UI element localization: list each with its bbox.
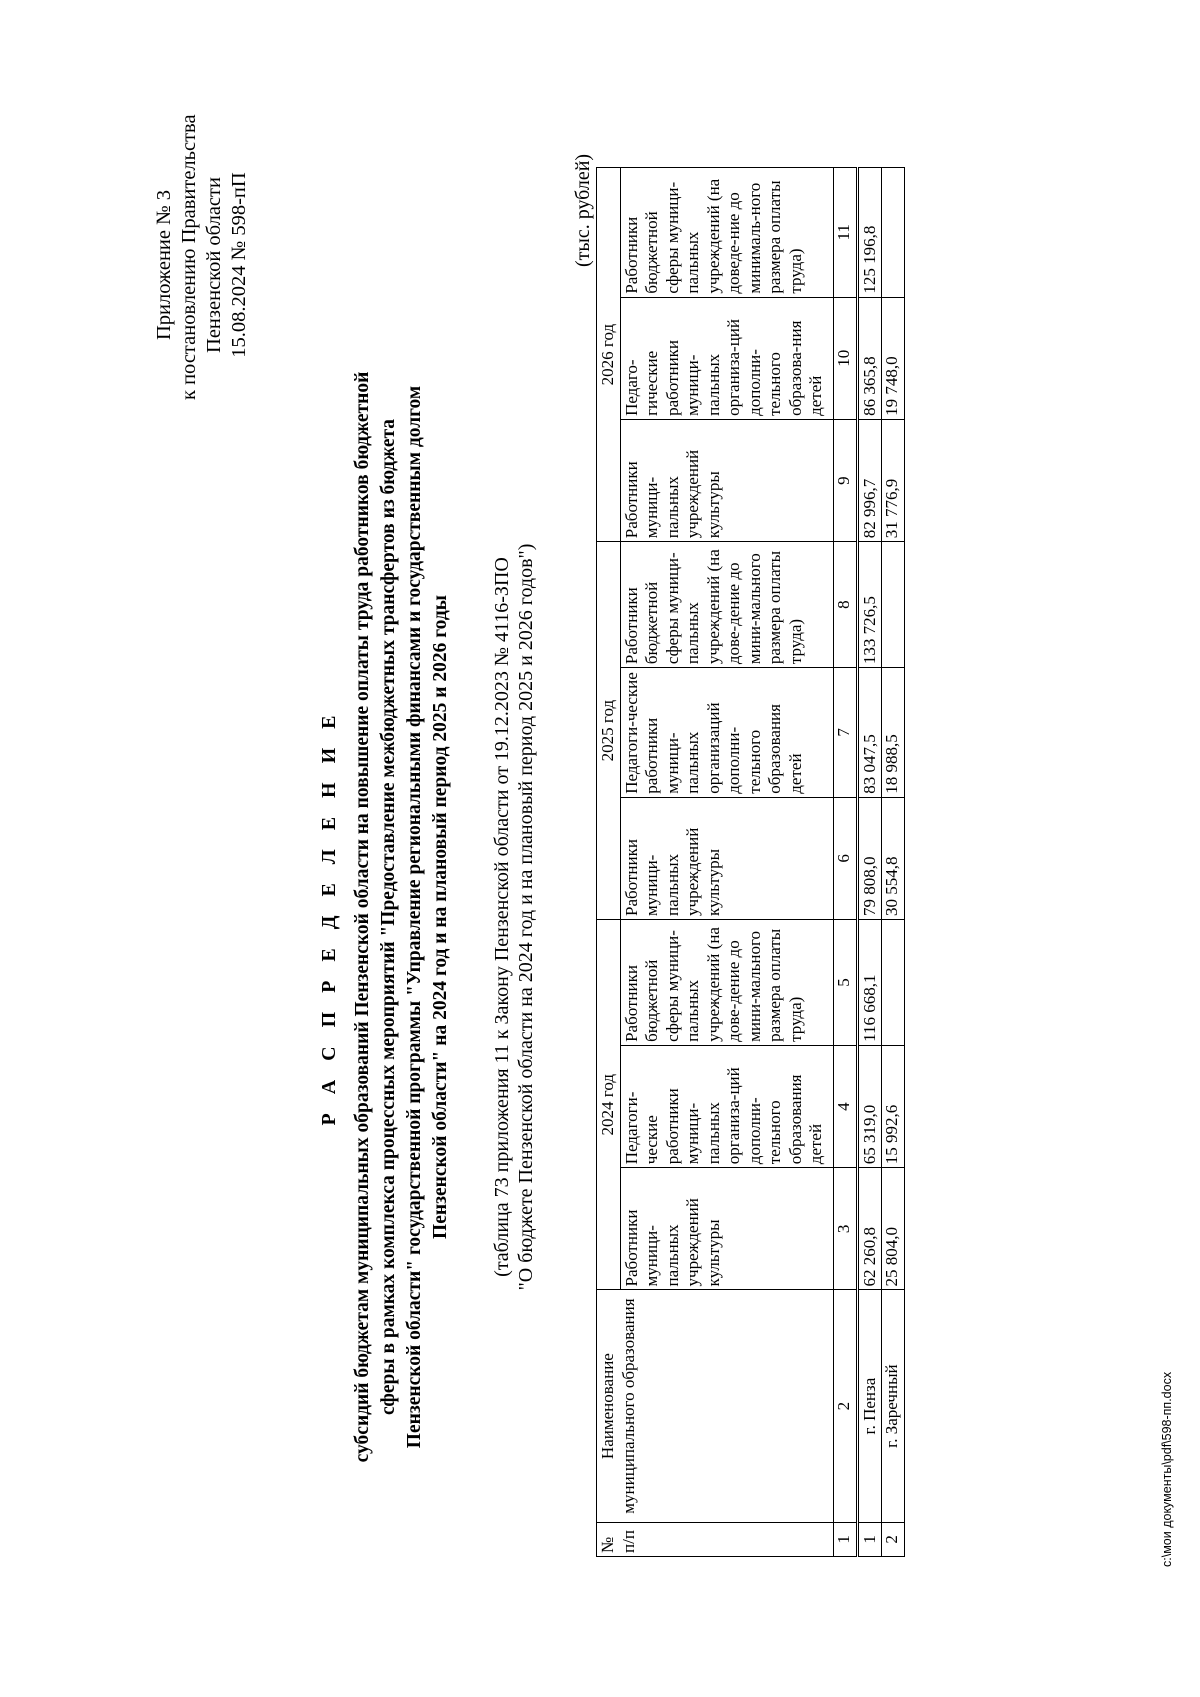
value-cell [882,168,905,298]
basis-line: "О бюджете Пензенской области на 2024 год и на плановый период 2025 и 2026 годов") [515,543,537,1291]
column-number: 7 [833,668,857,798]
value-cell [882,919,905,1045]
column-header-pedagogical-2025: Педагоги-ческие работники муници-пальных организаций дополни-тельного образования детей [620,668,833,798]
row-number: 1 [857,1522,882,1556]
row-number: 2 [882,1522,905,1556]
column-numbering-row [833,168,857,1557]
column-number: 8 [833,542,857,668]
appendix-date-number: 15.08.2024 № 598-пП [228,172,250,358]
distribution-table [596,167,905,1557]
table-row-penza [857,168,882,1557]
value-cell: 86 365,8 [857,297,882,419]
approval-header [152,114,252,400]
value-cell: 79 808,0 [857,797,882,919]
legal-basis [490,257,538,1577]
column-number: 5 [833,919,857,1045]
column-number: 3 [833,1168,857,1290]
value-cell: 19 748,0 [882,297,905,419]
header-row-years [597,168,621,1557]
appendix-reference: к постановлению Правительства [178,114,200,400]
column-number: 9 [833,419,857,541]
value-cell [882,542,905,668]
appendix-number: Приложение № 3 [153,189,175,341]
column-header-budget-sphere-2026: Работники бюджетной сферы муници-пальных учреждений (на доведе-ние до минималь-ного размера оплаты труда) [620,168,833,298]
year-header-2026: 2026 год [597,168,621,542]
value-cell: 31 776,9 [882,419,905,541]
value-cell: 125 196,8 [857,168,882,298]
column-header-name: Наименование муниципального образования [597,1290,834,1522]
value-cell: 25 804,0 [882,1168,905,1290]
column-header-culture-2024: Работники муници-пальных учреждений культуры [620,1168,833,1290]
municipality-name: г. Заречный [882,1290,905,1522]
value-cell: 83 047,5 [857,668,882,798]
column-header-number: № п/п [597,1522,834,1556]
column-number: 10 [833,297,857,419]
value-cell: 65 319,0 [857,1045,882,1167]
column-number: 11 [833,168,857,298]
column-header-culture-2025: Работники муници-пальных учреждений культуры [620,797,833,919]
column-number: 2 [833,1290,857,1522]
value-cell: 30 554,8 [882,797,905,919]
year-header-2025: 2025 год [597,542,621,920]
column-number: 1 [833,1522,857,1556]
column-number: 6 [833,797,857,919]
column-header-budget-sphere-2024: Работники бюджетной сферы муници-пальных учреждений (на дове-дение до мини-мального размера оплаты труда) [620,919,833,1045]
document-title: Р А С П Р Е Д Е Л Е Н И Е [318,708,340,1126]
municipality-name: г. Пенза [857,1290,882,1522]
subtitle-line: Пензенской области" государственной программы "Управление региональными финансами и государственным долгом [404,385,425,1449]
table-row-zarechny [882,168,905,1557]
column-header-pedagogical-2026: Педаго-гические работники муници-пальных организа-ций дополни-тельного образова-ния детей [620,297,833,419]
column-header-pedagogical-2024: Педагоги-ческие работники муници-пальных организа-ций дополни-тельного образования детей [620,1045,833,1167]
column-header-budget-sphere-2025: Работники бюджетной сферы муници-пальных учреждений (на дове-дение до мини-мального размера оплаты труда) [620,542,833,668]
column-number: 4 [833,1045,857,1167]
value-cell: 62 260,8 [857,1168,882,1290]
subtitle-line: Пензенской области" на 2024 год и на плановый период 2025 и 2026 годы [430,595,451,1239]
value-cell: 82 996,7 [857,419,882,541]
appendix-region: Пензенской области [203,177,225,353]
subtitle-line: субсидий бюджетам муниципальных образований Пензенской области на повышение оплаты труда работников бюджетной [352,371,373,1463]
unit-label: (тыс. рублей) [572,153,594,267]
year-header-2024: 2024 год [597,919,621,1289]
column-header-culture-2026: Работники муници-пальных учреждений культуры [620,419,833,541]
value-cell: 15 992,6 [882,1045,905,1167]
subtitle-line: сферы в рамках комплекса процессных мероприятий "Предоставление межбюджетных трансфертов из бюджета [378,418,399,1416]
document-subtitle [350,257,454,1577]
basis-line: (таблица 73 приложения 11 к Закону Пензенской области от 19.12.2023 № 4116-ЗПО [491,557,513,1277]
value-cell: 116 668,1 [857,919,882,1045]
value-cell: 133 726,5 [857,542,882,668]
file-path-footer: c:\мои документы\pdf\598-пп.docx [1160,1371,1174,1567]
value-cell: 18 988,5 [882,668,905,798]
